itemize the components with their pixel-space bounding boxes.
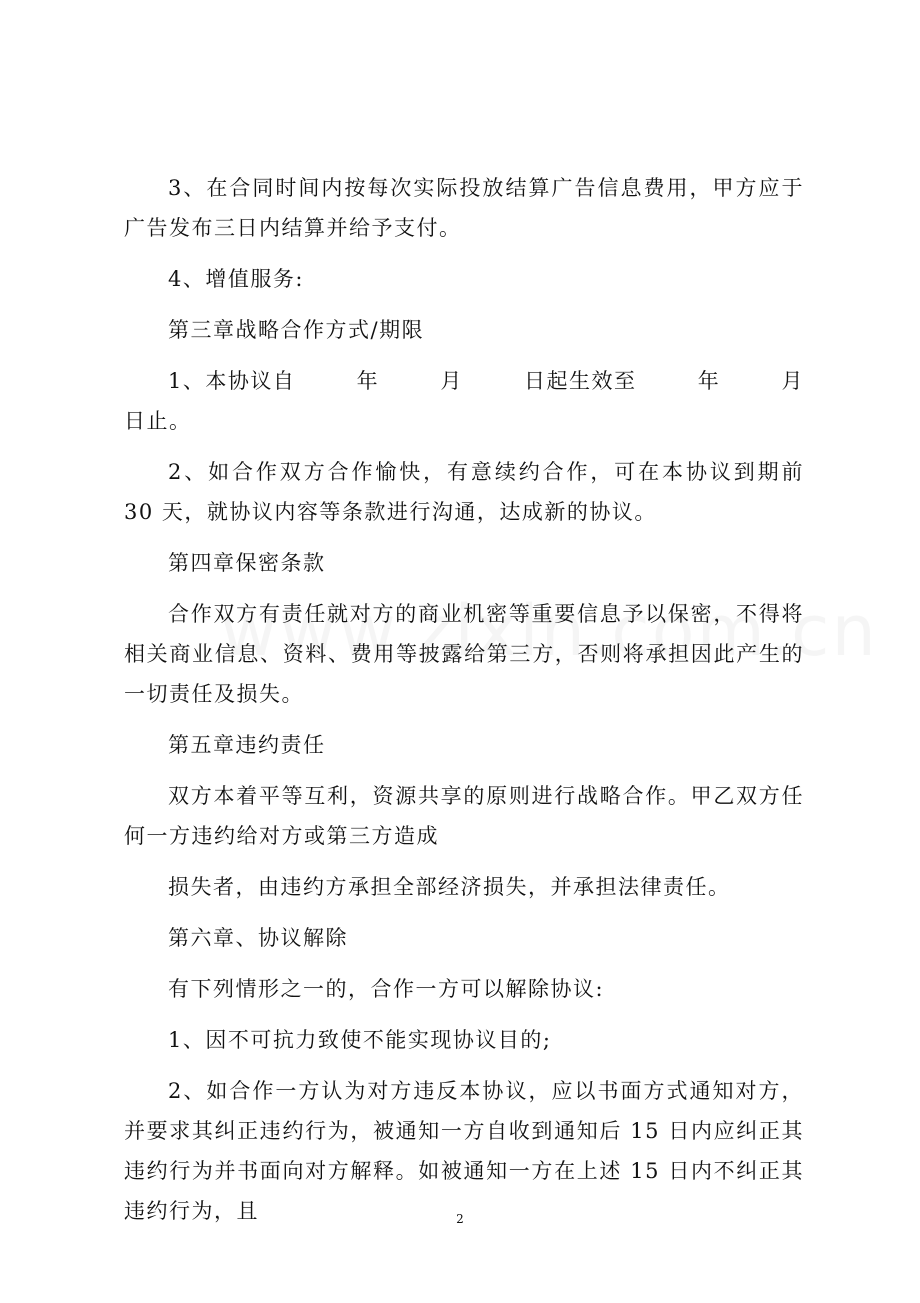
paragraph-payment-settlement: 3、在合同时间内按每次实际投放结算广告信息费用，甲方应于广告发布三日内结算并给予支付。 [124,176,804,240]
term-year-blank-1: 年 [356,369,380,393]
term-month-blank-2: 月 [781,369,804,393]
term-month-blank-1: 月 [440,369,463,393]
chapter-6-heading: 第六章、协议解除 [168,926,348,950]
paragraph-breach-notice: 2、如合作一方认为对方违反本协议，应以书面方式通知对方，并要求其纠正违约行为，被通知一方自收到通知后 15 日内应纠正其违约行为并书面向对方解释。如被通知一方在上述 15 日内不纠正其违约行为，且 [124,1079,804,1223]
paragraph-confidentiality: 合作双方有责任就对方的商业机密等重要信息予以保密，不得将相关商业信息、资料、费用等披露给第三方，否则将承担因此产生的一切责任及损失。 [124,602,804,706]
term-end-label: 日止。 [124,409,192,433]
chapter-4-heading: 第四章保密条款 [168,551,326,575]
paragraph-breach-liability: 双方本着平等互利，资源共享的原则进行战略合作。甲乙双方任何一方违约给对方或第三方造成 [124,784,804,848]
term-year-blank-2: 年 [697,369,721,393]
paragraph-termination-conditions: 有下列情形之一的，合作一方可以解除协议: [168,977,605,1001]
term-day-effective-label: 日起生效至 [524,369,637,393]
paragraph-breach-loss: 损失者，由违约方承担全部经济损失，并承担法律责任。 [168,875,731,899]
term-start-label: 1、本协议自 [168,369,296,393]
paragraph-value-added-services: 4、增值服务: [168,267,304,291]
paragraph-force-majeure: 1、因不可抗力致使不能实现协议目的; [168,1028,552,1052]
chapter-3-heading: 第三章战略合作方式/期限 [168,318,425,342]
chapter-5-heading: 第五章违约责任 [168,733,326,757]
paragraph-term-dates [124,361,804,441]
paragraph-renewal: 2、如合作双方合作愉快，有意续约合作，可在本协议到期前 30 天，就协议内容等条款进行沟通，达成新的协议。 [124,460,804,524]
page-number: 2 [456,1212,464,1226]
document-body [124,168,804,1231]
term-date-line [124,361,804,401]
